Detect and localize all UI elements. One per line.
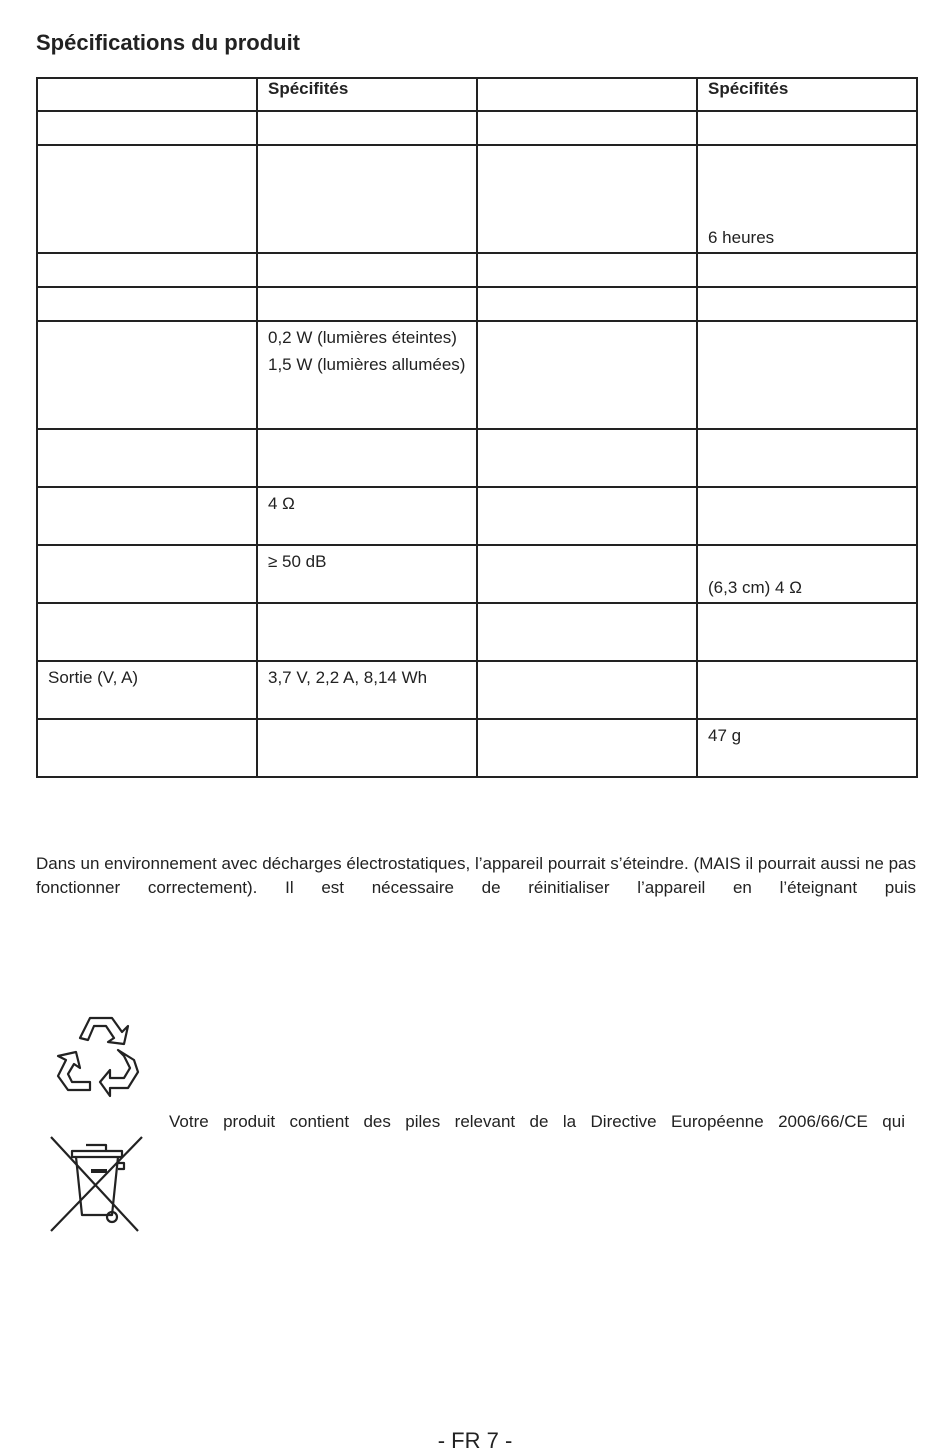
- table-cell: [257, 429, 477, 487]
- table-cell: [697, 321, 917, 429]
- table-cell: [257, 111, 477, 145]
- table-cell: [477, 719, 697, 777]
- table-cell: [37, 661, 257, 719]
- table-cell: [257, 719, 477, 777]
- table-cell: [697, 719, 917, 777]
- table-cell: [257, 253, 477, 287]
- table-cell: [37, 111, 257, 145]
- table-row: [37, 287, 917, 321]
- cell-text: [488, 662, 686, 666]
- table-cell: [257, 545, 477, 603]
- table-cell: [697, 429, 917, 487]
- cell-text: [48, 546, 246, 550]
- power-value-line: 0,2 W (lumières éteintes): [268, 328, 457, 347]
- table-cell: [257, 661, 477, 719]
- battery-directive-text: Votre produit contient des piles relevant de la Directive Européenne 2006/66/CE qui: [169, 1112, 905, 1131]
- table-cell: [37, 487, 257, 545]
- table-row: [37, 661, 917, 719]
- cell-text: [48, 488, 246, 492]
- cell-text: [488, 720, 686, 724]
- table-row: [37, 719, 917, 777]
- cell-text: [708, 488, 906, 492]
- page-number: - FR 7 -: [437, 1428, 513, 1453]
- table-cell: [697, 111, 917, 145]
- table-row: [37, 321, 917, 429]
- table-cell: [37, 321, 257, 429]
- table-cell: [697, 487, 917, 545]
- header-cell: Spécifités: [697, 78, 917, 111]
- table-cell: [477, 111, 697, 145]
- cell-text: 6 heures: [708, 228, 775, 247]
- header-cell: Spécifités: [257, 78, 477, 111]
- table-cell: [477, 145, 697, 253]
- table-cell: [477, 429, 697, 487]
- table-cell: [37, 429, 257, 487]
- recycle-icon: [50, 1010, 144, 1102]
- table-header-row: [37, 78, 917, 111]
- header-cell: [477, 78, 697, 111]
- cell-text: 47 g: [708, 726, 742, 745]
- table-row: [37, 253, 917, 287]
- cell-text: [708, 662, 906, 666]
- esd-warning-text: Dans un environnement avec décharges électrostatiques, l’appareil pourrait s’éteindre. (MAIS il pourrait aussi ne pas fonctionner correctement). Il est nécessaire de réinitialiser l’appareil en l’éteignant puis: [36, 854, 916, 897]
- table-cell: [257, 603, 477, 661]
- table-cell: [37, 545, 257, 603]
- cell-text: Sortie (V, A): [48, 668, 139, 687]
- table-cell: [37, 253, 257, 287]
- table-cell: [257, 321, 477, 429]
- table-cell: [697, 253, 917, 287]
- table-cell: [477, 287, 697, 321]
- table-cell: [477, 661, 697, 719]
- table-cell: [477, 321, 697, 429]
- cell-text: ≥ 50 dB: [268, 552, 327, 571]
- table-row: [37, 429, 917, 487]
- table-row: [37, 145, 917, 253]
- table-cell: [697, 545, 917, 603]
- table-cell: [477, 603, 697, 661]
- table-cell: [477, 487, 697, 545]
- table-row: [37, 545, 917, 603]
- table-cell: [257, 487, 477, 545]
- cell-text: [488, 546, 686, 550]
- page-title: Spécifications du produit: [36, 30, 301, 55]
- table-cell: [697, 603, 917, 661]
- table-row: [37, 487, 917, 545]
- specifications-table: [36, 77, 918, 778]
- table-row: [37, 111, 917, 145]
- cell-text: [268, 720, 466, 724]
- cell-text: (6,3 cm) 4 Ω: [708, 578, 802, 597]
- table-cell: [37, 603, 257, 661]
- table-cell: [37, 719, 257, 777]
- table-cell: [37, 287, 257, 321]
- table-cell: [697, 287, 917, 321]
- cell-text: [488, 488, 686, 492]
- table-cell: [477, 253, 697, 287]
- table-cell: [697, 661, 917, 719]
- table-cell: [697, 145, 917, 253]
- cell-text: 3,7 V, 2,2 A, 8,14 Wh: [268, 668, 428, 687]
- table-cell: [37, 145, 257, 253]
- cell-text: 4 Ω: [268, 494, 295, 513]
- table-row: [37, 603, 917, 661]
- cell-text: [48, 720, 246, 724]
- power-values: [268, 322, 466, 377]
- crossed-out-bin-icon: [48, 1133, 144, 1233]
- table-cell: [257, 145, 477, 253]
- power-value-line: 1,5 W (lumières allumées): [268, 355, 466, 374]
- table-cell: [477, 545, 697, 603]
- header-cell: [37, 78, 257, 111]
- table-cell: [257, 287, 477, 321]
